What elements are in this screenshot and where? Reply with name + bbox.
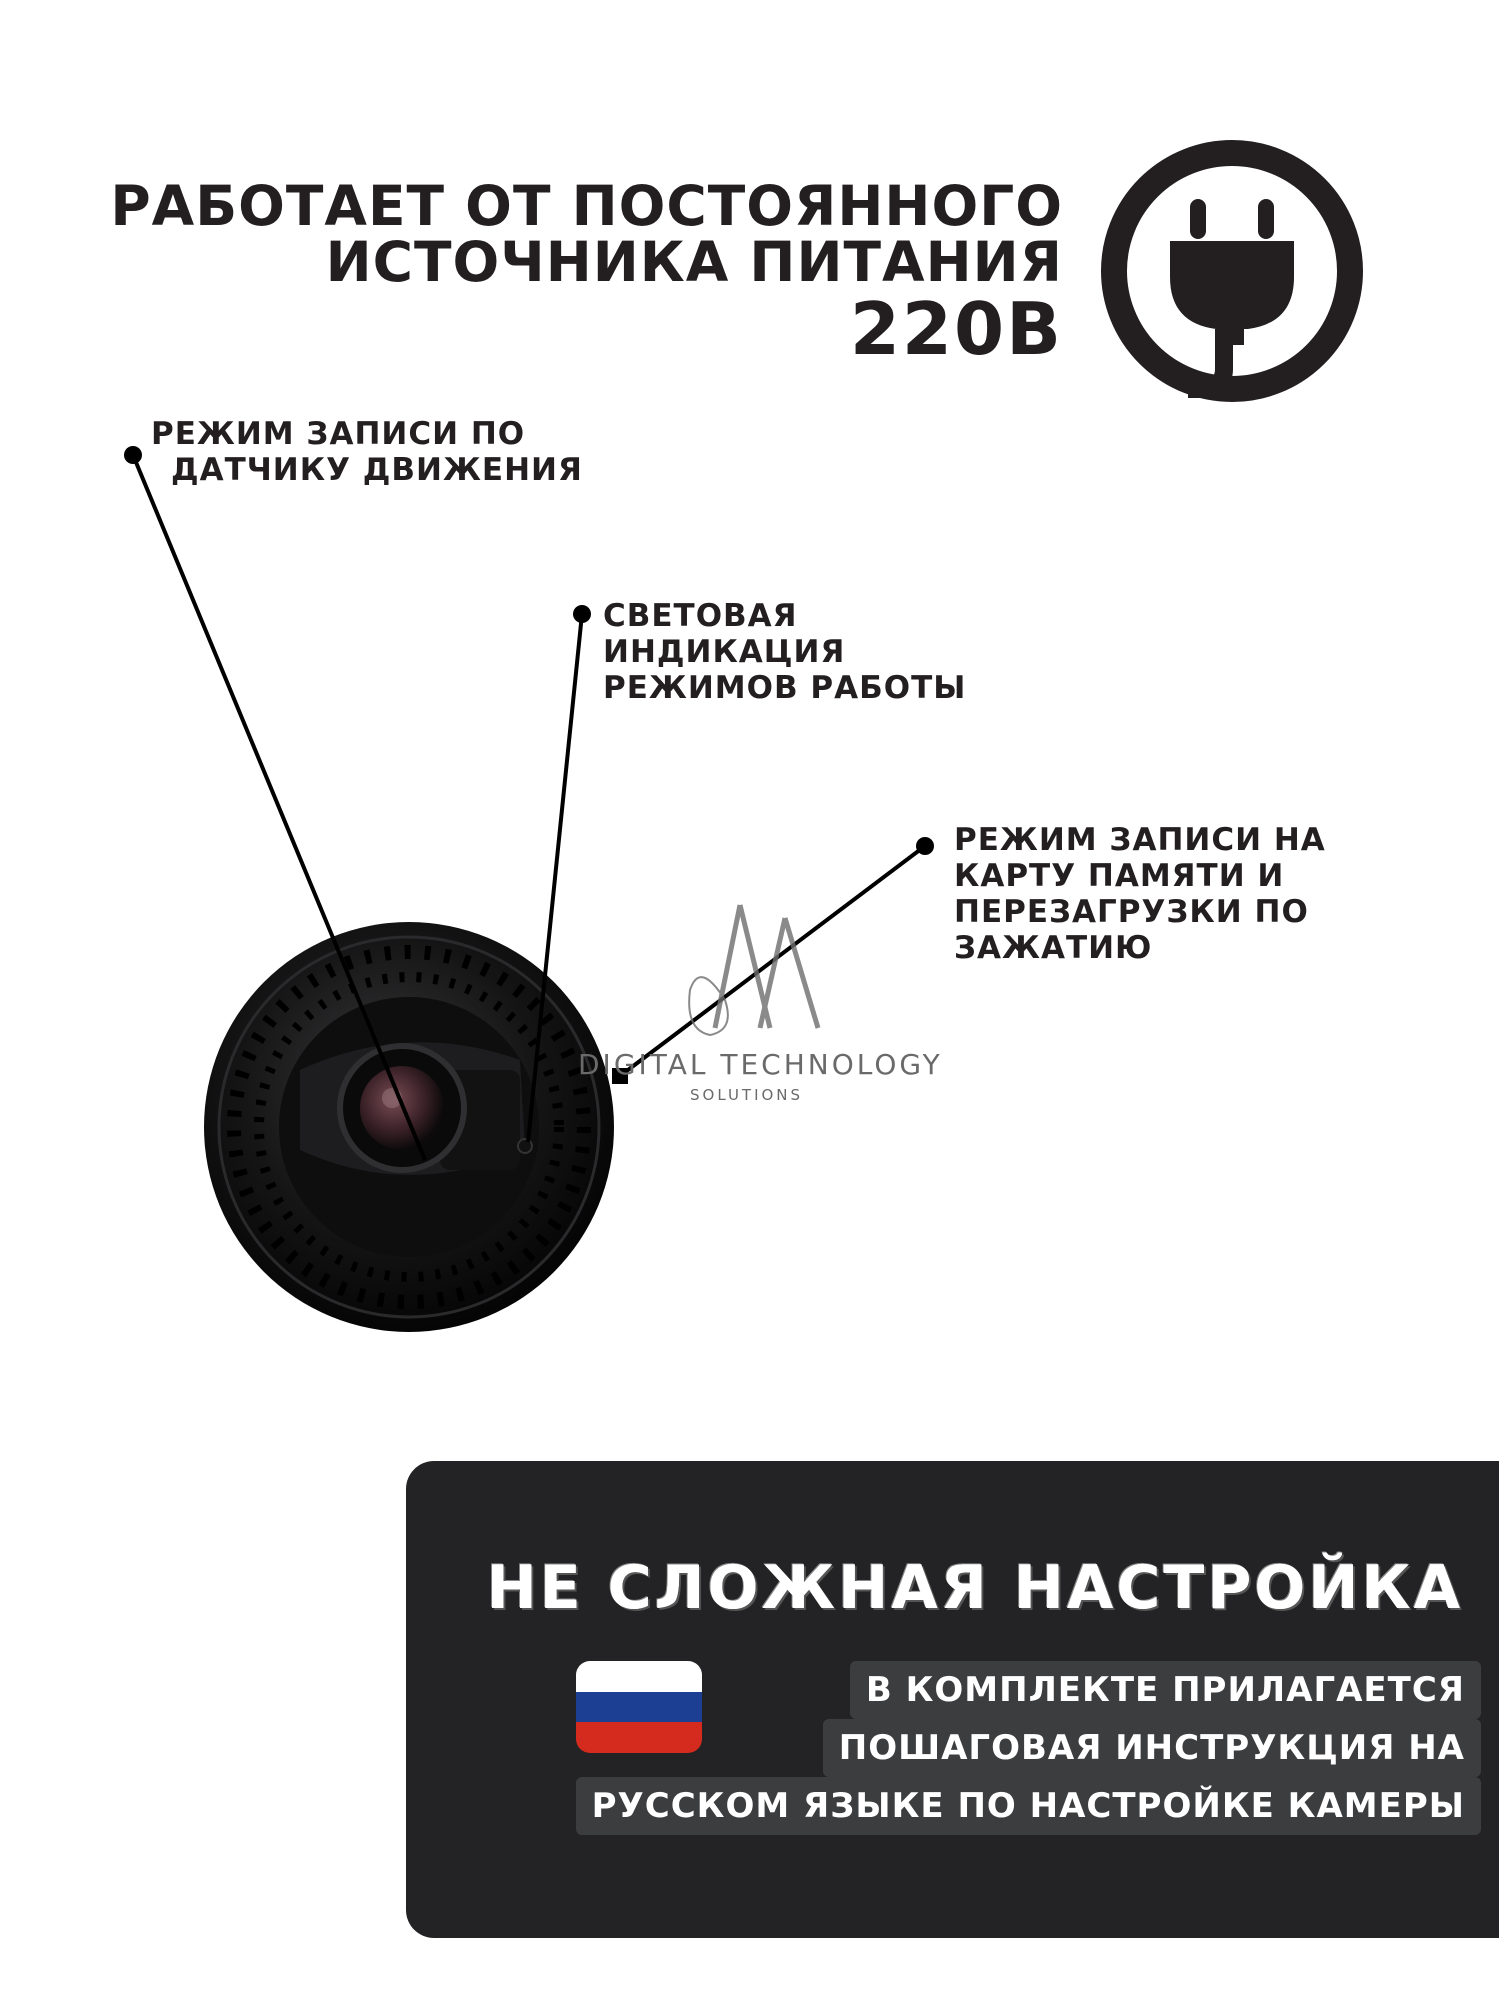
callout-light [603, 598, 966, 706]
heading-line-2: ИСТОЧНИКА ПИТАНИЯ [325, 230, 1063, 294]
callout-motion-line-1: РЕЖИМ ЗАПИСИ ПО [151, 416, 526, 452]
camera-body [204, 922, 614, 1332]
watermark-logo [689, 905, 818, 1035]
instruction-note [576, 1661, 1481, 1835]
callout-memory-line-4: ЗАЖАТИЮ [954, 930, 1153, 966]
callout-memory [954, 822, 1326, 966]
callout-light-line-1: СВЕТОВАЯ [603, 598, 798, 634]
callout-motion-line-2: ДАТЧИКУ ДВИЖЕНИЯ [171, 452, 583, 488]
watermark-subtext: SOLUTIONS [690, 1086, 804, 1104]
setup-panel [406, 1461, 1499, 1938]
note-line-1: В КОМПЛЕКТЕ ПРИЛАГАЕТСЯ [850, 1661, 1481, 1719]
memory-callout-dot [916, 837, 934, 855]
callout-light-line-3: РЕЖИМОВ РАБОТЫ [603, 670, 967, 706]
note-line-2: ПОШАГОВАЯ ИНСТРУКЦИЯ НА [823, 1719, 1481, 1777]
panel-title: НЕ СЛОЖНАЯ НАСТРОЙКА [486, 1553, 1463, 1623]
callout-motion [151, 416, 583, 488]
note-line-3: РУССКОМ ЯЗЫКЕ ПО НАСТРОЙКЕ КАМЕРЫ [576, 1777, 1481, 1835]
watermark-text: DIGITAL TECHNOLOGY [578, 1048, 943, 1081]
callout-memory-line-1: РЕЖИМ ЗАПИСИ НА [954, 822, 1326, 858]
callout-memory-line-3: ПЕРЕЗАГРУЗКИ ПО [954, 894, 1309, 930]
motion-callout-dot [124, 446, 142, 464]
light-callout-dot [573, 605, 591, 623]
heading-line-1: РАБОТАЕТ ОТ ПОСТОЯННОГО [110, 174, 1063, 238]
heading-voltage: 220В [849, 287, 1063, 371]
callout-light-line-2: ИНДИКАЦИЯ [603, 634, 846, 670]
callout-memory-line-2: КАРТУ ПАМЯТИ И [954, 858, 1285, 894]
